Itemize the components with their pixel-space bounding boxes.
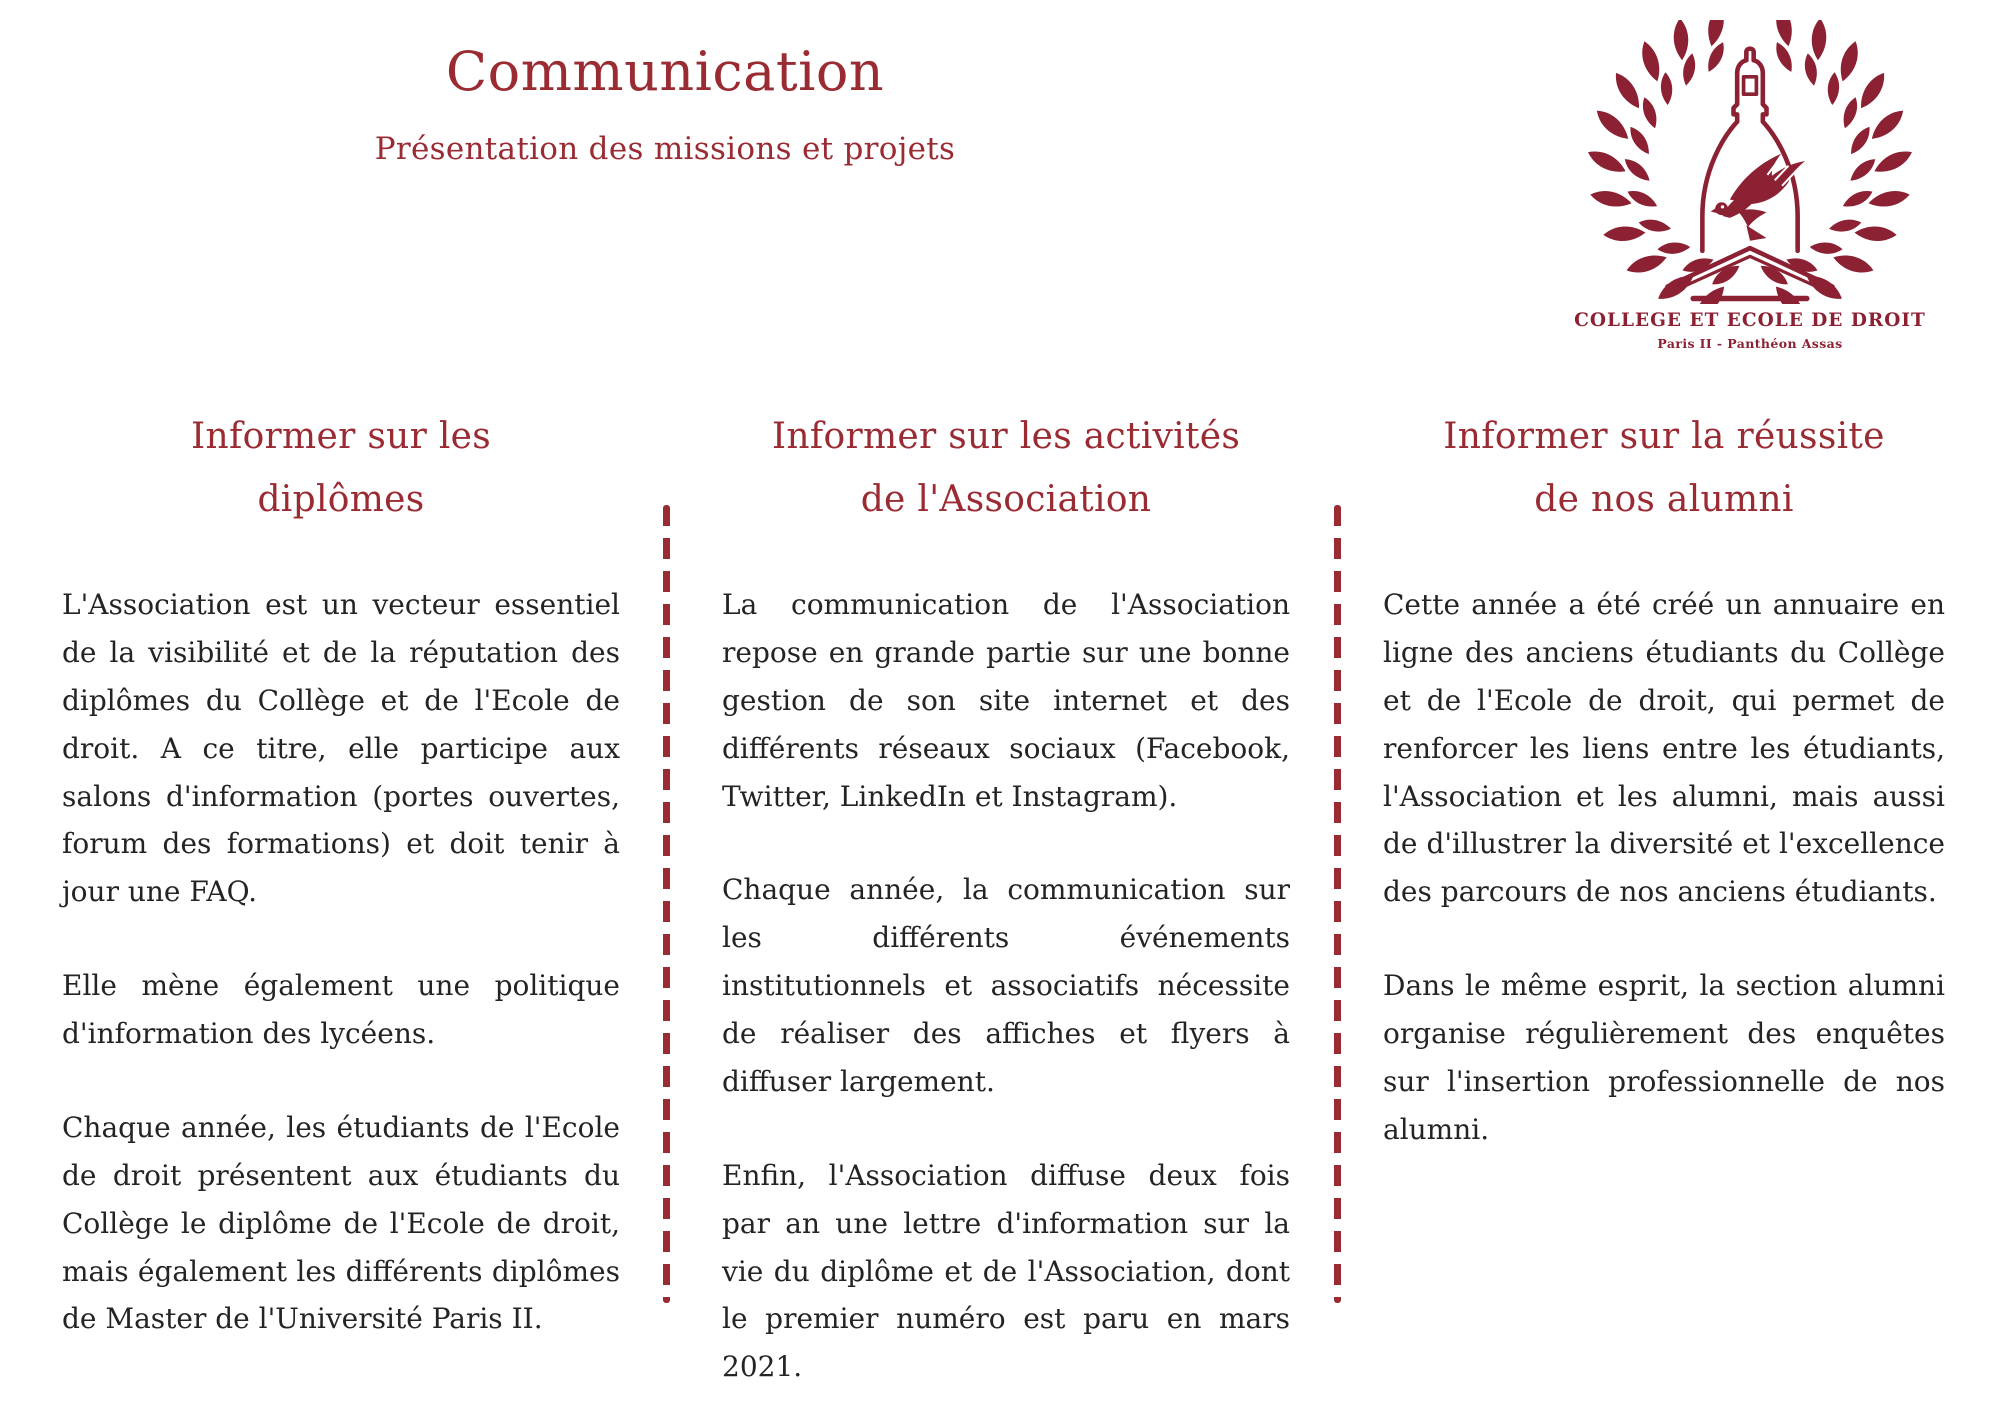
column-body: [62, 581, 620, 1343]
school-logo: [1568, 20, 1932, 351]
heading-line: de l'Association: [860, 479, 1152, 520]
paragraph: Chaque année, les étudiants de l'Ecole de droit présentent aux étudiants du Collège le diplôme de l'Ecole de droit, mais également les différents diplômes de Master de l'Université Paris II.: [62, 1110, 620, 1336]
paragraph: L'Association est un vecteur essentiel de la visibilité et de la réputation des diplômes du Collège et de l'Ecole de droit. A ce titre, elle participe aux salons d'information (portes ouvertes, forum des formations) et doit tenir à jour une FAQ.: [62, 588, 620, 909]
column-reussite-alumni: [1383, 405, 1945, 1154]
column-body: [722, 581, 1290, 1391]
page-subtitle: Présentation des missions et projets: [374, 131, 956, 168]
dashed-divider: [1334, 505, 1341, 1303]
column-heading: [62, 405, 620, 531]
paragraph: Cette année a été créé un annuaire en ligne des anciens étudiants du Collège et de l'Ecole de droit, qui permet de renforcer les liens entre les étudiants, l'Association et les alumni, mais aussi de d'illustrer la diversité et l'excellence des parcours de nos anciens étudiants.: [1383, 588, 1945, 909]
eagle-icon: [1711, 154, 1805, 241]
column-heading: [722, 405, 1290, 531]
paragraph: Elle mène également une politique d'information des lycéens.: [62, 969, 620, 1050]
header: [0, 42, 1330, 167]
dashed-divider: [663, 505, 670, 1303]
paragraph: Enfin, l'Association diffuse deux fois par an une lettre d'information sur la vie du diplôme et de l'Association, dont le premier numéro est paru en mars 2021.: [722, 1158, 1290, 1384]
laurel-wreath-dome-eagle-icon: [1585, 20, 1915, 304]
column-diplomes: [62, 405, 620, 1343]
heading-line: diplômes: [257, 479, 425, 520]
heading-line: Informer sur les: [190, 416, 492, 457]
laurel-wreath-icon: [1585, 20, 1915, 304]
column-heading: [1383, 405, 1945, 531]
logo-school-name: COLLEGE ET ECOLE DE DROIT: [1574, 310, 1926, 331]
paragraph: Dans le même esprit, la section alumni organise régulièrement des enquêtes sur l'insertion professionnelle de nos alumni.: [1383, 969, 1945, 1146]
heading-line: Informer sur les activités: [771, 416, 1241, 457]
page-title: Communication: [445, 40, 885, 103]
paragraph: La communication de l'Association repose en grande partie sur une bonne gestion de son site internet et des différents réseaux sociaux (Facebook, Twitter, LinkedIn et Instagram).: [722, 588, 1290, 813]
column-activites: [722, 405, 1290, 1391]
logo-university-name: Paris II - Panthéon Assas: [1657, 336, 1843, 351]
pediment-icon: [1668, 248, 1833, 298]
heading-line: de nos alumni: [1534, 479, 1794, 520]
column-body: [1383, 581, 1945, 1154]
paragraph: Chaque année, la communication sur les différents événements institutionnels et associatifs nécessite de réaliser des affiches et flyers à diffuser largement.: [722, 873, 1290, 1098]
heading-line: Informer sur la réussite: [1443, 416, 1885, 457]
